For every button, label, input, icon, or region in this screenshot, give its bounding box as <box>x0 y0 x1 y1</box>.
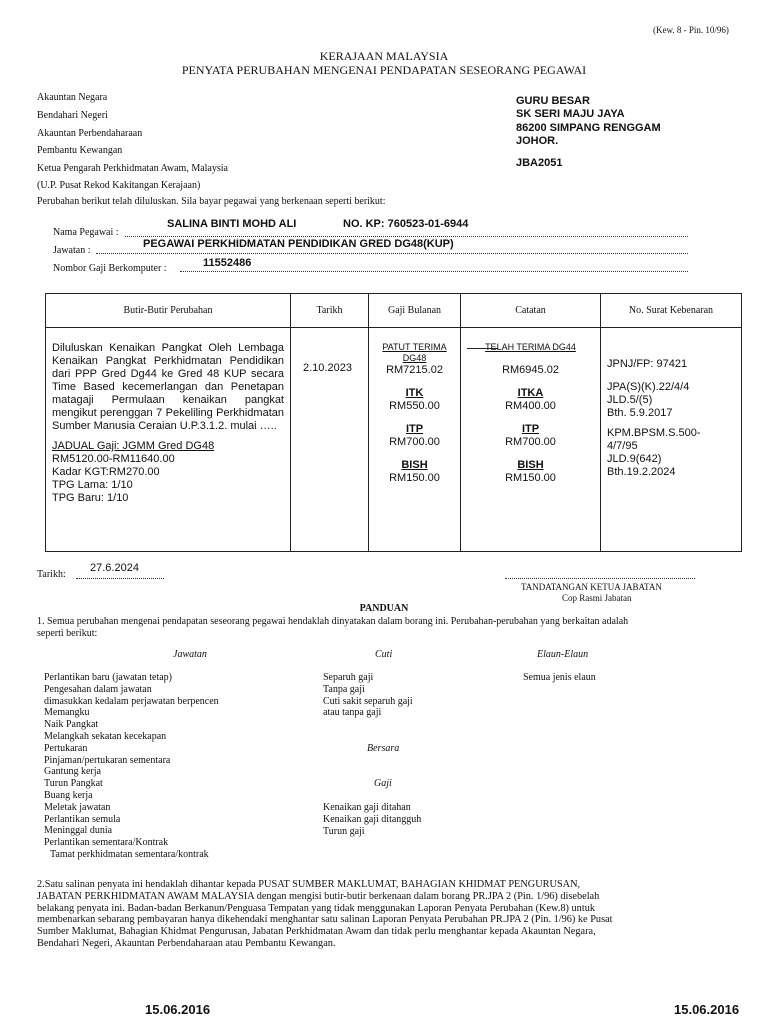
list-item: Naik Pangkat <box>44 719 99 731</box>
paragraph-line: Sumber Maklumat, Bahagian Khidmat Pengurusan, Jabatan Perkhidmatan Awam dan tidak perlu menghantar kepada Akauntan Negara, <box>37 926 596 938</box>
list-item: Kenaikan gaji ditangguh <box>323 813 422 825</box>
list-item: dimasukkan kedalam perjawatan berpencen <box>44 695 219 707</box>
list-item: Perlantikan baru (jawatan tetap) <box>44 672 172 683</box>
bish-amount: RM150.00 <box>505 472 556 484</box>
approval-ref: KPM.BPSM.S.500- <box>607 427 701 439</box>
recipient: Akauntan Perbendaharaan <box>37 128 143 139</box>
form-reference: (Kew. 8 - Pin. 10/96) <box>653 25 729 35</box>
recipient: (U.P. Pusat Rekod Kakitangan Kerajaan) <box>37 180 201 191</box>
post-dotline <box>96 253 688 254</box>
annual-increment: Kadar KGT:RM270.00 <box>52 466 160 478</box>
guide-paragraph-1b: seperti berikut: <box>37 628 98 639</box>
tpg-old: TPG Lama: 1/10 <box>52 479 133 491</box>
jawatan-list <box>44 672 219 861</box>
address-line: JOHOR. <box>516 135 559 147</box>
list-item: Pengesahan dalam jawatan <box>44 683 152 695</box>
approval-ref: JPA(S)(K).22/4/4 <box>607 381 690 393</box>
recipient: Pembantu Kewangan <box>37 145 123 156</box>
itp-label: ITP <box>405 423 424 435</box>
itp-amount: RM700.00 <box>389 436 440 448</box>
ic-number-value: NO. KP: 760523-01-6944 <box>343 218 469 230</box>
entitled-grade: DG48 <box>402 353 427 363</box>
list-item: Turun Pangkat <box>44 778 103 790</box>
guide-paragraph-2 <box>37 879 735 950</box>
paragraph-line: 2.Satu salinan penyata ini hendaklah dihantar kepada PUSAT SUMBER MAKLUMAT, BAHAGIAN KHIDMAT PENGURUSAN, <box>37 879 581 890</box>
guide-paragraph-1: 1. Semua perubahan mengenai pendapatan seseorang pegawai hendaklah dinyatakan dalam borang ini. Perubahan-perubahan yang berkaitan adalah <box>37 616 629 627</box>
list-item: atau tanpa gaji <box>323 707 382 719</box>
gaji-heading: Gaji <box>374 778 392 789</box>
list-item: Meletak jawatan <box>44 801 111 813</box>
document-title: KERAJAAN MALAYSIA <box>319 49 449 63</box>
column-header: Butir-Butir Perubahan <box>46 294 291 328</box>
column-header: Tarikh <box>291 294 369 328</box>
column-header: Gaji Bulanan <box>369 294 461 328</box>
post-label: Jawatan : <box>53 245 91 256</box>
salary-number-dotline <box>180 271 688 272</box>
recipient: Ketua Pengarah Perkhidmatan Awam, Malaysia <box>37 163 228 174</box>
list-item: Buang kerja <box>44 789 93 801</box>
itp-label: ITP <box>521 423 540 435</box>
bottom-date-right: 15.06.2016 <box>674 1002 740 1017</box>
stamp-label: Cop Rasmi Jabatan <box>562 593 632 603</box>
date-label: Tarikh: <box>37 569 66 580</box>
effective-date: 2.10.2023 <box>303 362 352 374</box>
list-item: Memangku <box>44 707 90 719</box>
paragraph-line: Bendahari Negeri, Akauntan Perbendaharaan atau Pembantu Kewangan. <box>37 937 336 949</box>
details-paragraph: Diluluskan Kenaikan Pangkat Oleh Lembaga Kenaikan Pangkat Perkhidmatan Pendidikan dari PPP Gred Dg44 ke Gred 48 KUP secara Time Based kecemerlangan dan Penetapan matagaji Permulaan kenaikan pangkat mengikut perenggan 7 Pekeliling Perkhidmatan Sumber Manusia Ceraian U.P.3.1.2. mulai ….. <box>52 342 284 432</box>
bish-label: BISH <box>401 459 428 471</box>
table-row <box>46 328 742 552</box>
signature-line <box>505 578 695 579</box>
received-heading: TELAH TERIMA DG44 <box>485 342 576 352</box>
list-item: Tamat perkhidmatan sementara/kontrak <box>50 848 209 860</box>
name-value: SALINA BINTI MOHD ALI <box>167 218 297 230</box>
entitled-salary: RM7215.02 <box>386 364 443 376</box>
approval-ref: JLD.9(642) <box>607 453 662 465</box>
list-item: Gantung kerja <box>44 766 101 778</box>
list-item: Separuh gaji <box>323 672 374 683</box>
bersara-heading: Bersara <box>367 743 400 754</box>
address-line: GURU BESAR <box>516 95 590 107</box>
elaun-item: Semua jenis elaun <box>523 672 596 683</box>
itk-amount: RM550.00 <box>389 400 440 412</box>
column-header: Catatan <box>461 294 601 328</box>
approval-ref-cell <box>601 328 742 552</box>
post-value: PEGAWAI PERKHIDMATAN PENDIDIKAN GRED DG48(KUP) <box>143 238 454 250</box>
bish-amount: RM150.00 <box>389 472 440 484</box>
address-line: 86200 SIMPANG RENGGAM <box>516 122 661 134</box>
salary-range: RM5120.00-RM11640.00 <box>52 453 175 465</box>
gaji-list <box>323 802 421 837</box>
list-item: Turun gaji <box>323 825 365 837</box>
document-subtitle: PENYATA PERUBAHAN MENGENAI PENDAPATAN SESEORANG PEGAWAI <box>181 63 587 77</box>
bottom-date-left: 15.06.2016 <box>145 1002 211 1017</box>
list-item: Meninggal dunia <box>44 825 113 837</box>
salary-number-value: 11552486 <box>203 257 252 269</box>
list-item: Perlantikan semula <box>44 813 121 825</box>
salary-schedule: JADUAL Gaji: JGMM Gred DG48 <box>52 440 215 452</box>
column-title-cuti: Cuti <box>375 649 393 660</box>
details-cell <box>46 328 291 552</box>
column-header: No. Surat Kebenaran <box>601 294 742 328</box>
department-code: JBA2051 <box>516 157 563 169</box>
column-title-elaun: Elaun-Elaun <box>537 649 589 660</box>
itka-label: ITKA <box>517 387 544 399</box>
intro-text: Perubahan berikut telah diluluskan. Sila bayar pegawai yang berkenaan seperti berikut: <box>37 196 386 207</box>
itk-label: ITK <box>405 387 424 399</box>
guide-heading: PANDUAN <box>359 603 409 614</box>
recipient: Akauntan Negara <box>37 92 108 103</box>
list-item: Pertukaran <box>44 742 88 754</box>
itp-amount: RM700.00 <box>505 436 556 448</box>
paragraph-line: JABATAN PERKHIDMATAN AWAM MALAYSIA dengan mengisi butir-butir berkenaan dalam borang PR.JPA 2 (Pin. 1/96) disebelah <box>37 890 600 902</box>
paragraph-line: membenarkan sebarang pembayaran hanya dikehendaki menghantar satu salinan Laporan Penyata Perubahan PR.JPA 2 (Pin. 1/96) ke Pusat <box>37 914 613 926</box>
list-item: Kenaikan gaji ditahan <box>323 802 411 813</box>
entitled-heading: PATUT TERIMA <box>382 342 447 352</box>
itka-amount: RM400.00 <box>505 400 556 412</box>
approval-ref: JPNJ/FP: 97421 <box>607 358 688 370</box>
approval-ref: Bth.19.2.2024 <box>607 466 676 478</box>
bish-label: BISH <box>517 459 544 471</box>
approval-ref: 4/7/95 <box>607 440 638 452</box>
salary-cell <box>369 328 461 552</box>
approval-ref: Bth. 5.9.2017 <box>607 407 673 419</box>
date-value: 27.6.2024 <box>90 562 139 574</box>
list-item: Tanpa gaji <box>323 683 365 695</box>
changes-table <box>45 293 742 552</box>
address-line: SK SERI MAJU JAYA <box>516 108 625 120</box>
date-cell <box>291 328 369 552</box>
received-salary: RM6945.02 <box>502 364 559 376</box>
recipient: Bendahari Negeri <box>37 110 108 121</box>
list-item: Cuti sakit separuh gaji <box>323 695 413 707</box>
name-dotline <box>125 236 688 237</box>
salary-number-label: Nombor Gaji Berkomputer : <box>53 263 167 274</box>
cuti-list <box>323 672 413 719</box>
decor-line <box>467 348 498 349</box>
remarks-cell <box>461 328 601 552</box>
list-item: Perlantikan sementara/Kontrak <box>44 837 169 849</box>
paragraph-line: belakang penyata ini. Badan-badan Berkanun/Penguasa Tempatan yang tidak menggunakan Laporan Penyata Perubahan (Kew.8) untuk <box>37 902 595 914</box>
name-label: Nama Pegawai : <box>53 227 119 238</box>
approval-ref: JLD.5/(5) <box>607 394 653 406</box>
column-title-jawatan: Jawatan <box>173 649 207 660</box>
signature-label: TANDATANGAN KETUA JABATAN <box>521 582 662 592</box>
list-item: Pinjaman/pertukaran sementara <box>44 754 171 766</box>
date-dotline <box>76 578 164 579</box>
list-item: Melangkah sekatan kecekapan <box>44 730 167 742</box>
tpg-new: TPG Baru: 1/10 <box>52 492 129 504</box>
table-header-row <box>46 294 742 328</box>
